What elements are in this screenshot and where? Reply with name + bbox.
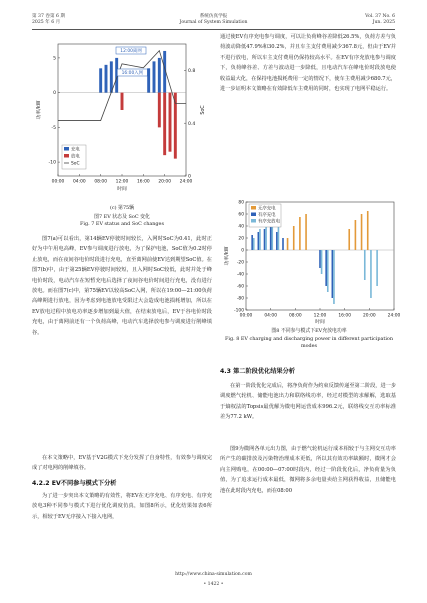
figure7-x-tick-label: 00:00 — [51, 179, 65, 185]
figure8-bar-3 — [265, 226, 267, 250]
figure8-bar-2 — [251, 235, 253, 250]
figure8-legend-label: 有序充电 — [258, 213, 276, 218]
figure8-legend-swatch — [251, 219, 256, 223]
figure7-legend-label: SoC — [71, 161, 80, 167]
figure8-y-tick-label: 60 — [238, 212, 244, 218]
figure7-x-tick-label: 20:00 — [158, 179, 171, 185]
figure8-y-tick-label: -20 — [236, 260, 244, 266]
figure8-bar-2 — [276, 232, 278, 250]
figure8-x-tick-label: 16:00 — [338, 313, 351, 319]
figure8-bar-1 — [367, 211, 369, 250]
figure8-bar-2 — [319, 250, 321, 268]
figure8-bar-3 — [333, 250, 335, 304]
figure7-discharge-bar — [163, 93, 166, 156]
header-volume-cn: 第 37 卷第 6 期 — [32, 14, 65, 19]
figure8-x-tick-label: 00:00 — [239, 313, 253, 319]
figure7-y-tick-label: 5 — [53, 56, 56, 62]
figure8-y-tick-label: -40 — [236, 272, 244, 278]
figure7-soc-tick-label: 0.8 — [188, 69, 196, 74]
figure7-legend-label: 充电 — [71, 147, 80, 153]
figure8-y-axis-label: 功率/kW — [225, 246, 230, 266]
figure8-y-tick-label: -100 — [234, 308, 244, 314]
figure8-y-tick-label: -80 — [236, 296, 244, 302]
figure8-bar-3 — [321, 250, 323, 274]
figure7-charge-bar — [158, 58, 161, 93]
figure8-bar-2 — [325, 250, 327, 286]
figure8-bar-3 — [259, 229, 261, 250]
figure8-y-tick-label: 80 — [238, 200, 244, 206]
figure8-chart — [222, 198, 401, 325]
figure8-bar-1 — [299, 217, 301, 250]
figure8-bar-1 — [348, 229, 350, 250]
figure8-x-tick-label: 20:00 — [363, 313, 376, 319]
figure8-x-tick-label: 04:00 — [264, 313, 277, 319]
figure8-legend-swatch — [251, 213, 256, 217]
figure7-x-axis-label: 时间 — [117, 187, 127, 192]
figure7-x-tick-label: 04:00 — [73, 179, 86, 185]
figure8-plot-area — [223, 200, 401, 325]
figure8-legend-label: 有序充放电 — [258, 219, 280, 225]
footer-page-number: • 1422 • — [203, 582, 224, 587]
figure7-soc-tick-label: 0.4 — [188, 121, 196, 127]
header-journal-cn: 系统仿真学报 — [199, 14, 228, 19]
figure8-legend-label: 无序充电 — [258, 206, 276, 212]
right-paragraph-2: 在第一阶段优化完成后，将净负荷作为约束反馈传递至第二阶段，进一步调度燃气轮机、储能电池出力和联络线功率，经过对模型的求解解，选取基于熵权法的Topsis最优解为微电网运营成本996.2元，联络线交互功率标准差为77.2 kW。 — [220, 383, 397, 421]
figure8-x-tick-label: 12:00 — [313, 313, 327, 319]
header-date-en: Jun. 2025 — [372, 20, 395, 25]
header-journal-en: Journal of System Simulation — [179, 20, 248, 25]
figure8-x-tick-label: 08:00 — [289, 313, 302, 319]
figure8-x-axis-label: 时间 — [315, 320, 325, 325]
figure8-y-tick-label: 0 — [241, 248, 244, 254]
figure8-bar-3 — [364, 250, 366, 280]
figure7-charge-bar — [153, 61, 156, 92]
figure7-x-tick-label: 12:00 — [115, 179, 129, 185]
figure8-bar-1 — [361, 214, 363, 250]
figure8-bar-3 — [376, 250, 378, 286]
figure7-y-tick-label: -5 — [51, 125, 56, 131]
figure7-annotation-mid: 16:00入网 — [121, 71, 144, 76]
figure8-bar-1 — [287, 238, 289, 250]
figure8-y-tick-label: 40 — [238, 224, 244, 230]
figure7-charge-bar — [110, 61, 113, 92]
figure8-bar-2 — [270, 226, 272, 250]
figure8-caption-en: Fig. 8 EV charging and discharging power in different participation modes — [225, 336, 393, 349]
figure7-x-tick-label: 08:00 — [94, 179, 107, 185]
figure8-bar-2 — [332, 250, 334, 298]
figure7-y-axis-label: 功率/kW — [37, 100, 42, 120]
figure7-caption-cn: 图7 EV 状态及 SoC 变化 — [94, 214, 150, 220]
figure7-charge-bar — [99, 68, 102, 92]
figure7-caption-en: Fig. 7 EV status and SoC changes — [80, 221, 164, 227]
figure7-charge-bar — [147, 68, 150, 92]
section-4-3-heading: 4.3 第二阶段优化结果分析 — [220, 368, 295, 375]
figure8-y-tick-label: 20 — [238, 236, 244, 242]
figure7-discharge-bar — [158, 93, 161, 128]
figure7-x-tick-label: 24:00 — [179, 179, 193, 185]
header-date-cn: 2025 年 6 月 — [32, 20, 61, 25]
figure7-charge-bar — [105, 65, 108, 93]
figure7-legend-swatch — [64, 147, 69, 151]
figure8-bar-2 — [258, 232, 260, 250]
left-paragraph-3: 为了进一步突出本文策略的有效性，将EV在无序充电、有序充电、有序充放电3种不同参与模式下进行优化调度仿真，如图8所示，优化结果如表6所示，相较于EV无序接入下接入电网， — [32, 493, 212, 520]
figure7-soc-tick-label: 0 — [188, 174, 191, 180]
header-volume-en: Vol. 37 No. 6 — [365, 14, 395, 19]
figure7-legend-label: 放电 — [71, 154, 80, 160]
left-paragraph-2: 在本文策略中，EV基于V2G模式下充分发挥了自身特性，有效参与调度完成了对电网的削峰填谷。 — [32, 455, 212, 472]
figure8-bar-1 — [355, 220, 357, 250]
section-4-2-2-heading: 4.2.2 EV不同参与模式下分析 — [32, 480, 117, 487]
left-paragraph-1: 图7(a)可以看出，第14辆EV停驶时间较长，入网时SoC为0.41，此时正好为中午用电高峰，EV参与调度进行放电，为了保护电池，SoC值为0.2时停止放电，而在夜间谷电价时段进行充电，直至离网前使EV达到期望SoC值。在图7(b)中，由于第25辆EV停驶时间较短，且入网时SoC较低，此时并处于峰电价时段，电动汽车在短暂充电后选择了夜间谷电价时间进行充电，没有进行放电。而在图7(c)中，第75辆EV以较高SoC入网，所以在19:00—21:00负荷高峰期进行放电，因为考虑到电池放电受限过大会造成电池损耗增加，所以在EV放电过程中放电功率逐步增加到最大值，在结束放电后，EV于谷电价时段充电，由于离网前还有一个负荷高峰，电动汽车选择放电参与调度进行削峰填谷。 — [32, 236, 212, 336]
figure8-legend-swatch — [251, 206, 256, 210]
figure8-bar-3 — [327, 250, 329, 292]
figure7-y-tick-label: -10 — [48, 160, 56, 166]
footer-url: http://www.china-simulation.com — [175, 572, 252, 577]
figure7-chart — [32, 36, 212, 202]
figure7-x-tick-label: 16:00 — [137, 179, 150, 185]
figure7-y-tick-label: 0 — [53, 91, 56, 97]
figure7-plot-area — [35, 44, 206, 192]
figure7-discharge-bar — [121, 93, 124, 110]
figure8-bar-2 — [282, 238, 284, 250]
figure8-x-tick-label: 24:00 — [387, 313, 401, 319]
figure8-bar-3 — [370, 250, 372, 298]
figure8-y-tick-label: -60 — [236, 284, 244, 290]
figure7-soc-axis-label: SoC — [201, 105, 206, 115]
right-paragraph-1: 通过使EV有序充电参与调度，可以让负荷峰谷差降低26.5%，负荷方差与负荷波动降低47.9%和30.2%，并且车主支付费用减少367.8元，但由于EV并不进行放电，所以车主支付费用仍保持较高水平。在EV有序充放电参与调度下，负荷峰谷差、方差与波动进一步降低，且电动汽车在峰电价时段放电使收益最大化，在保持电池损耗费用一定的情况下，使车主费用减少680.7元，进一步证明本文策略在有效降低车主费用的同时，也实现了电网平稳运行。 — [220, 34, 396, 93]
figure8-bar-1 — [305, 214, 307, 250]
figure8-caption-cn: 图8 不同参与模式下EV充放电功率 — [271, 328, 347, 334]
figure7-discharge-bar — [169, 93, 172, 152]
figure8-bar-1 — [293, 226, 295, 250]
right-paragraph-3: 图9为微网各单元出力图，由于燃气轮机运行成本相较于与主网交互功率所产生的碳排放及污染物治理成本更低，所以其有效功率缺额时，微网才会向主网购电，在00:00—07:00时段内，经过一阶段优化后，净负荷量为负值，为了追求运行成本最低，微网将多余电量卖给主网获得收益，且储能电池在此时段内充电，而在08:00 — [220, 446, 396, 494]
figure8-bar-3 — [253, 238, 255, 250]
figure7-annotation-top: 12:00离网 — [120, 49, 142, 54]
header-rule — [32, 29, 395, 30]
figure7-legend-swatch — [64, 154, 69, 158]
figure8-bar-2 — [264, 229, 266, 250]
figure7-sublabel: (c) 第75辆 — [109, 205, 135, 211]
